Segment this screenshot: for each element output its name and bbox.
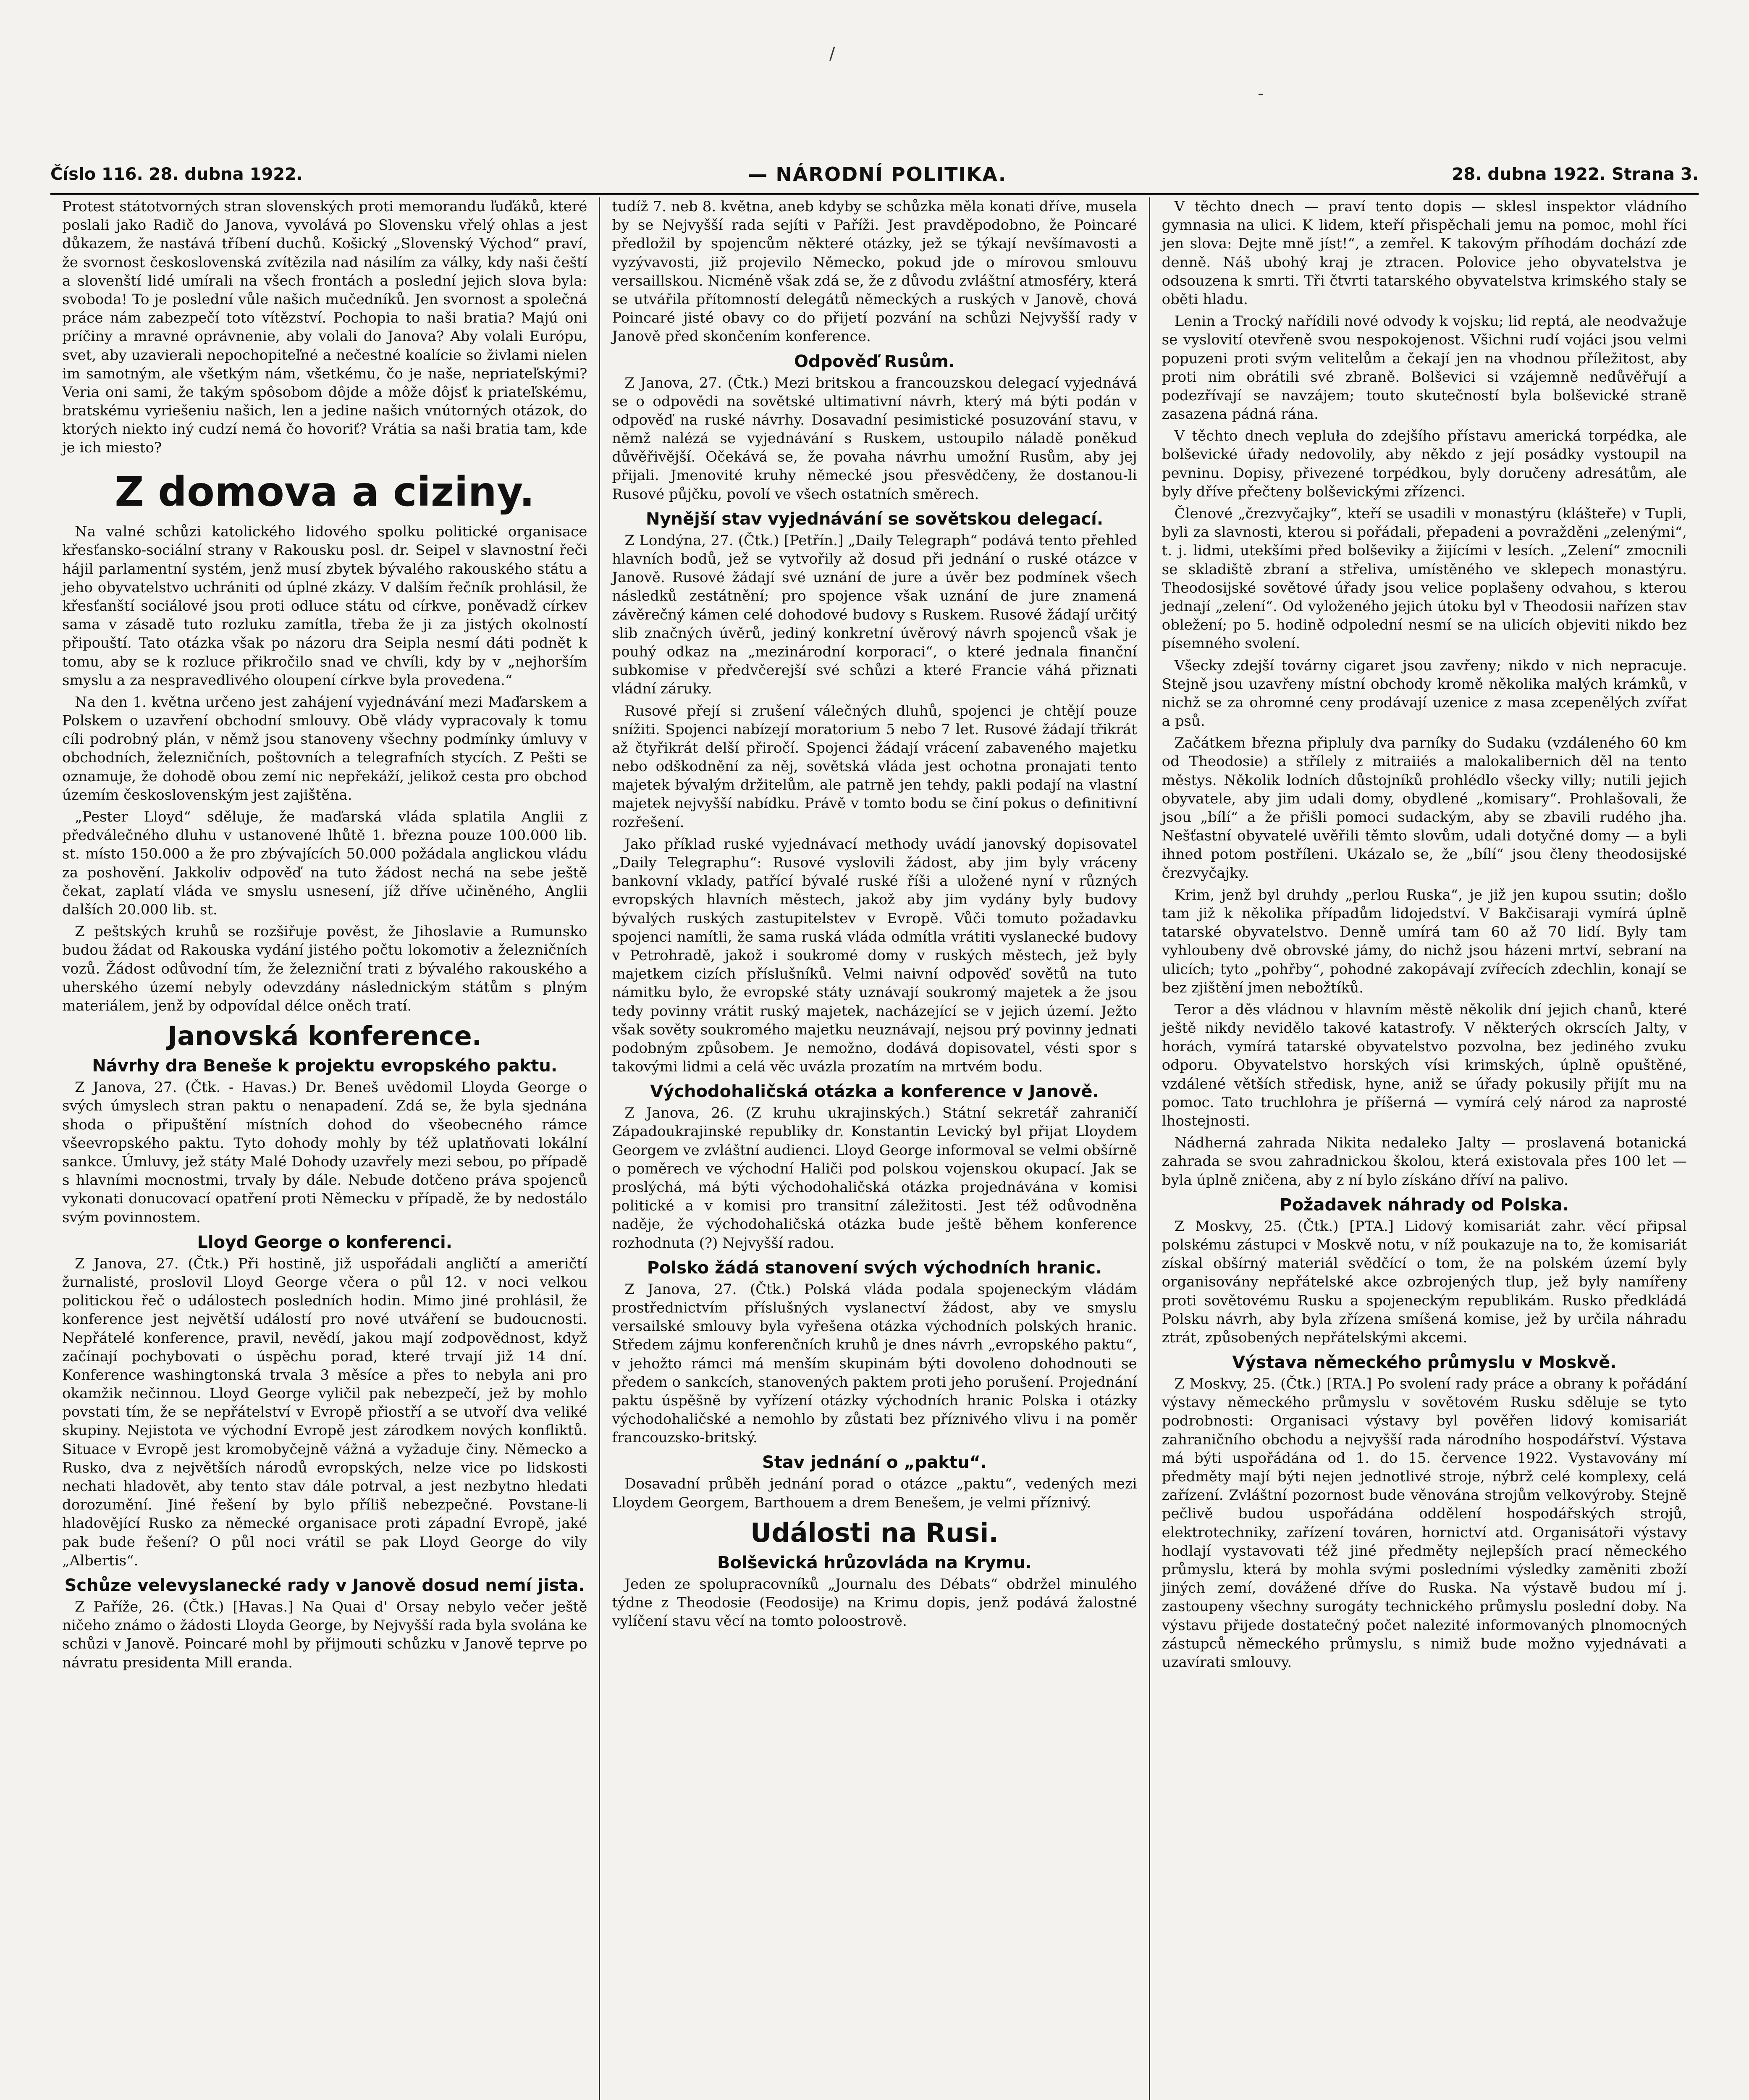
article-nikita: Nádherná zahrada Nikita nedaleko Jalty — proslavená botanická zahrada se svou zahradnickou školou, která existovala přes 100 let — byla úplně zničena, aby z ní bylo získáno dříví na palivo. [1162,1134,1687,1189]
margin-tick-mark: / [829,44,835,63]
article-polsko-hranice: Z Janova, 27. (Čtk.) Polská vláda podala spojeneckým vládám prostřednictvím příslušných vyslanectví žádost, aby ve smyslu versailské smlouvy byla vyřešena otázka východních polských hranic. Středem zájmu konferenčních kruhů je dnes návrh „evropského paktu“, v jehožto rámci má menším skupinám býti dovoleno dohodnouti se předem o sankcích, stanovených paktem proti jeho porušení. Projednání paktu úspěšně by vyřízení otázky východních hranic Polska i otázky východohaličské a nemohlo by zůstati bez příznivého vlivu i na poměr francouzsko-britský. [612,1281,1137,1446]
article-londyn: Z Londýna, 27. (Čtk.) [Petřín.] „Daily Telegraph“ podává tento přehled hlavních bodů, jež se vytvořily až dosud při jednání o ruské otázce v Janově. Rusové žádají své uznání de jure a úvěr bez podmínek všech následků zestátnění; pro spojence však uznání de jure znamená závěrečný kámen celé dohodové budovy s Ruskem. Rusové žádají určitý slib značných úvěrů, jediný konkretní úvěrový návrh spojenců však je pouhý odkaz na „mezinárodní korporaci“, o které jednala finanční subkomise v předvčerejší své schůzi a které Francie váhá přiznati vládní záruky. [612,532,1137,698]
masthead [50,155,1699,195]
article-lloyd-george: Z Janova, 27. (Čtk.) Při hostině, již uspořádali angličtí a američtí žurnalisté, proslovil Lloyd George včera o půl 12. v noci velkou politickou řeč o událostech posledních hodin. Mimo jiné prohlásil, že konference jest největší událostí pro nové utváření se budoucnosti. Nepřátelé konference, pravil, nevědí, jakou mají zodpovědnost, když začínají pochybovati o úspěchu porad, které trvají již 14 dní. Konference washingtonská trvala 3 měsíce a přes to nebyla ani pro okamžik nečinnou. Lloyd George vyličil pak nebezpečí, jež by mohlo povstati tím, že se nepřátelství v Evropě přiostří a se utvoří dva veliké skupiny. Nejistota ve východní Evropě jest zárodkem nových konfliktů. Situace v Evropě jest kromobyčejně vážná a vyžaduje činy. Německo a Rusko, dva z největších národů evropských, nelze vice po lidskosti nechati hladovět, aby tento stav dále potrval, a jest nezbytno hledati dorozumění. Jiné řešení by bylo příliš nebezpečné. Povstane-li hladovějící Rusko za německé organisace proti západní Evropě, jaké pak bude řešení? O půl noci vrátil se pak Lloyd George do vily „Albertis“. [62,1255,587,1569]
article-rusove-dluhy: Rusové přejí si zrušení válečných dluhů, spojenci je chtějí pouze snížiti. Spojenci nabízejí moratorium 5 nebo 7 let. Rusové žádají třikrát až čtyřikrát delší přiročí. Spojenci žádají vrácení zabaveného majetku nebo odškodnění za něj, sovětská vláda jest ochotna pronajati tento majetek bývalým držitelům, ale patrně jen tehdy, pakli podají na vlastní majetek nejvyšší nabídku. Právě v tomto bodu se činí pokus o definitivní rozřešení. [612,702,1137,831]
headline-schuze-rady: Schůze velevyslanecké rady v Janově dosud nemí jista. [64,1575,585,1595]
article-schuze-rady: Z Paříže, 26. (Čtk.) [Havas.] Na Quai d' Orsay nebylo večer ještě ničeho známo o žádosti Lloyda George, by Nejvyšší rada byla svolána ke schůzi v Janově. Poincaré mohl by přijmouti schůzku v Janově teprve po návratu presidenta Mill erandа. [62,1598,587,1671]
article-columns [50,197,1699,2100]
article-vychodohalicska: Z Janova, 26. (Z kruhu ukrajinských.) Státní sekretář zahraničí Západoukrajinské republiky dr. Konstantin Levický byl přijat Lloydem Georgem ve zvláštní audienci. Lloyd George informoval se velmi obšírně o poměrech ve východní Haliči pod polskou vojenskou okupací. Jak se proslýchá, má býti východohaličská otázka projednávána v komisi politické a v komisi pro transitní záležitosti. Jest též odůvodněna naděje, že východohaličská otázka bude ještě během konference rozhodnuta (?) Nejvyšší radou. [612,1105,1137,1252]
date-page: 28. dubna 1922. Strana 3. [1452,165,1699,184]
article-pestskych-kruhu: Z peštských kruhů se rozšiřuje pověst, že Jihoslavie a Rumunsko budou žádat od Rakouska vydání jistého počtu lokomotiv a železničních vozů. Žádost odůvodní tím, že železniční trati z bývalého rakouského a uherského území nebyly odevzdány následnickým státům s plným materiálem, jenž by odpovídal délce oněch tratí. [62,923,587,1014]
headline-stav-paktu: Stav jednání o „paktu“. [762,1453,987,1473]
article-pester-lloyd: „Pester Lloyd“ sděluje, že maďarská vláda splatila Anglii z předválečného dluhu v ustanovené lhůtě 1. března pouze 100.000 lib. st. místo 150.000 a že pro zbývajících 50.000 požádala anglickou vládu za poshovění. Jakkoliv odpověď na tuto žádost nechá na sebe ještě čekat, zaplatí vláda ve smyslu usnesení, jíž dříve učiněného, Anglii dalších 20.000 lib. st. [62,808,587,918]
article-benes: Z Janova, 27. (Čtk. - Havas.) Dr. Beneš uvědomil Lloyda George o svých úmyslech stran paktu o nenapadení. Zdá se, že byla sjednána shoda o připuštění místních dohod do všeobecného rámce všeevropského paktu. Tyto dohody mohly by též uplatňovati lokální sankce. Úmluvy, jež státy Malé Dohody uzavřely mezi sebou, po případě s hlavními mocnostmi, trvaly by dále. Nebude dotčeno práva spojenců vykonati donucovací opatření proti Německu v případě, že by nedostálo svým povinnostem. [62,1079,587,1226]
article-lenin-trocky: Lenin a Trocký nařídili nové odvody k vojsku; lid reptá, ale neodvažuje se vyslovití otevřeně svou nespokojenost. Všichni rudí vojáci jsou velmi popuzeni proti svým velitelům a čekají jen na vhodnou příležitost, aby proti nim obrátili své zbraně. Bolševici si vzájemně nedůvěřují a podezřívají se navzájem; touto skutečností byla bolševické straně zasazena pádná rána. [1162,313,1687,423]
section-heading-udalosti-na-rusi: Události na Rusi. [750,1517,999,1548]
article-inspektor: V těchto dnech — praví tento dopis — sklesl inspektor vládního gymnasia na ulici. K lidem, kteří přispěchali jemu na pomoc, mohl říci jen slova: Dejte mně jíst!“, a zemřel. K takovým příhodám dochází zde denně. Náš ubohý kraj je ztracen. Polovice jeho obyvatelstva je odsouzena k smrti. Tři čtvrti tatarského obyvatelstva krimského staly se oběti hladu. [1162,198,1687,308]
headline-navrhy-benese: Návrhy dra Beneše k projektu evropského paktu. [92,1056,558,1076]
article-odpoved-rusum: Z Janova, 27. (Čtk.) Mezi britskou a francouzskou delegací vyjednává se o odpovědi na sovětské ultimativní návrh, který má býti podán v odpověď na ruské návrhy. Dosavadní pesimistické posuzování stavu, v němž nalézá se vyjednávání s Ruskem, ustoupilo náladě poněkud důvěřivější. Očekává se, že povaha návrhu umožní Rusům, aby jej přijali. Jmenovité kruhy německé jsou přesvědčeny, že dostanou-li Rusové půjčku, povolí ve všech ostatních směrech. [612,374,1137,503]
article-torpedka: V těchto dnech vepluła do zdejšího přístavu americká torpédka, ale bolševické úřady nedovolily, aby někdo z její posádky vystoupil na pevninu. Dopisy, přivezené torpédkou, byly doručeny adresátům, ale byly dříve přečteny bolševickými zřízenci. [1162,428,1687,500]
article-continuation: tudíž 7. neb 8. května, aneb kdyby se schůzka měla konati dříve, musela by se Nejvyšší rada sejíti v Paříži. Jest pravděpodobno, že Poincaré předložil by spojencům některé otázky, jež se týkají nevšímavosti a vyzývavosti, již projevilo Německo, pokud jde o mírovou smlouvu versaillskou. Nicméně však zdá se, že z důvodu zvláštní atmosféry, která se utvářila přítomností delegátů německých a ruských v Janově, chová Poincaré jisté obavy co do přijetí pozvání na schůzi Nejvyšší rady v Janově před skončením konference. [612,198,1137,345]
article-sudak: Začátkem března připluly dva parníky do Sudaku (vzdáleného 60 km od Theodosie) a střílely z mitraiiés a malokalibernich děl na tento městys. Několik lodních důstojníků prohlédlo všecky villy; nutili jejich obyvatele, aby jim udali domy, obydlené „komisary“. Prohlašovali, že jsou „bílí“ a že přišli pomoci sudackým, aby se zbavili rudého jha. Nešťastní obyvatelé uvěřili těmto slovům, udali dotyčné domy — a byli ihned potom postříleni. Ukázalo se, že „bílí“ jsou členy theodosijské črezvyčajky. [1162,735,1687,882]
article-madarsko-polsko: Na den 1. května určeno jest zahájení vyjednávání mezi Maďarskem a Polskem o uzavření obchodní smlouvy. Obě vlády vypracovaly k tomu cíli podrobný plán, v němž jsou stanoveny všechny podmínky úmluvy v obchodních, železničních, poštovních a telegrafních stycích. Z Pešti se oznamuje, že dohodě obou zemí nic nepřekáží, jelikož cesta pro obchod územím československým jest zajištěna. [62,693,587,803]
issue-number: Číslo 116. 28. dubna 1922. [50,165,303,184]
section-heading-janovska: Janovská konference. [168,1021,482,1052]
article-tovarny: Všecky zdejší továrny cigaret jsou zavřeny; nikdo v nich nepracuje. Stejně jsou uzavřeny místní obchody kromě několika malých krámků, v nichž se za ohromné ceny prodávají uzenice z masa zcepenělých zvířat a psů. [1162,657,1687,730]
article-krim: Krim, jenž byl druhdy „perlou Ruska“, je již jen kupou ssutin; došlo tam již k několika případům lidojedství. V Bakčisaraji vymírá úplně tatarské obyvatelstvo. Denně umírá tam 60 až 70 lidí. Byly tam vyhloubeny dvě obrovské jámy, do nichž jsou házeni mrtví, sebraní na ulicích; tyto „pohřby“, pohodné zakopávají zvířecích zdechlin, konají se bez zjištění jmen nebožtíků. [1162,886,1687,996]
headline-odpoved-rusum: Odpověď Rusům. [794,352,955,371]
article-bolsevicka-hruzovlada: Jeden ze spolupracovníků „Journalu des Débats“ obdržel minulého týdne z Theodosie (Feodosije) na Krimu dopis, jenž podává žalostné vylíčení stavu věcí na tomto poloostrově. [612,1576,1137,1630]
margin-dash-mark: - [1258,84,1264,103]
article-stav-paktu: Dosavadní průběh jednání porad o otázce „paktu“, vedených mezi Lloydem Georgem, Barthouem a drem Benešem, je velmi příznivý. [612,1475,1137,1511]
column-3 [1149,197,1699,2100]
article-protest: Protest státotvorných stran slovenských proti memorandu ľuďáků, které poslali jako Radič do Janova, vyvolává po Slovensku vřelý ohlas a jest důkazem, že nastává tříbení duchů. Košický „Slovenský Východ“ praví, že svornost československá zvítězila nad násilím za války, kdy naši čeští a slovenští lidé umírali na všech frontách a poslední jejich slova byla: svoboda! To je poslední vůle našich mučedníků. Jen svornost a společná práce nám zabezpečí toto vítězství. Pochopia to naši bratia? Majú oni príčiny a mravné oprávnenie, aby volali do Janova? Aby volali Európu, svet, aby uzavierali nepochopiteľné a nečestné koalície so živlami nielen im samotným, ale všetkým nám, všetkému, čo je naše, nepriateľskými? Veria oni sami, že takým spôsobom dôjde a môže dôjsť k priateľskému, bratskému vyriešeniu našich, len a jedine našich vnútorných otázok, do ktorých niekto iný cudzí nemá čo hovoriť? Vrátia sa naši bratia tam, kde je ich miesto? [62,198,587,457]
column-1 [50,197,599,2100]
article-teror: Teror a děs vládnou v hlavním městě několik dní jejich chanů, které ještě nikdy nevidělo takové katastrofy. V některých okrscích Jalty, v horách, vymírá tatarské obyvatelstvo pozvolna, bez jediného zvuku odporu. Obyvatelstvo horských vísi krimských, úplně opuštěné, vzdálené větších středisk, hyne, aniž se úřady pokusily přijít mu na pomoc. Tato truchlohra je příšerná — vymírá celý národ za naprosté lhostejnosti. [1162,1001,1687,1129]
article-vystava-prumyslu: Z Moskvy, 25. (Čtk.) [RTA.] Po svolení rady práce a obrany k pořádání výstavy německého průmyslu v sovětovém Rusku sděluje se tyto podrobnosti: Organisaci výstavy byl pověřen lidový komisariát zahraničního obchodu a nejvyšší rada národního hospodářství. Výstava má býti uspořádána od 1. do 15. července 1922. Vystavovány mí předměty mají býti nejen jednotlivé stroje, nýbrž celé komplexy, celá zařízení. Zvláštní pozornost bude věnována strojům velkovýroby. Stejně pečlivě budou uspořádána oddělení hospodářských strojů, elektrotechniky, zařízení továren, hornictví atd. Organisátoři výstavy hodlají vystavovati též jiné předměty nejlepších prací německého průmyslu, která by mohla svými posledními výsledky zaměniti zboží jiných zemí, dovážené dříve do Ruska. Na výstavě budou mí j. zastoupeny všechny surogáty technického průmyslu poslední doby. Na výstavu přijede dostatečný počet nalezité informovaných plnomocných zástupců německého průmyslu, s nimiž bude možno vyjednávati a uzavírati smlouvy. [1162,1376,1687,1671]
headline-vychodohalicska: Východohaličská otázka a konference v Janově. [650,1082,1099,1102]
column-2 [599,197,1149,2100]
headline-pozadavek-nahrady: Požadavek náhrady od Polska. [1280,1195,1569,1215]
newspaper-title: — NÁRODNÍ POLITIKA. [748,163,1007,186]
article-crezvycajka: Členové „črezvyčajky“, kteří se usadili v monastýru (klášteře) v Tupli, byli za slavnosti, kterou si pořádali, přepadeni a povražděni „zelenými“, t. j. lidmi, utekšími před bolševiky a žijícími v lesích. „Zelení“ zmocnili se skladiště zbraní a střeliva, umístěného ve sklepech monastýru. Theodosijské sovětové úřady jsou velice poplašeny odvahou, s kterou jednají „zelení“. Od vyloženého jejich útoku byl v Theodosii nařízen stav obležení; po 5. hodině odpolední nesmí se na ulicích objeviti nikdo bez písemného svolení. [1162,505,1687,652]
headline-vystava-prumyslu: Výstava německého průmyslu v Moskvě. [1232,1353,1617,1373]
headline-polsko-hranice: Polsko žádá stanovení svých východních hranic. [647,1258,1102,1278]
article-jako-priklad: Jako příklad ruské vyjednávací methody uvádí janovský dopisovatel „Daily Telegraphu“: Rusové vyslovili žádost, aby jim byly vráceny bankovní vklady, patřící bývalé ruské říši a uložené nyní v různých evropských hlavních městech, jakož aby jim vydány byly budovy bývalých ruských zastupitelstev v Evropě. Vůči tomuto požadavku spojenci namítli, že sama ruská vláda odmítla vrátiti vyslanecké budovy v Petrohradě, jakož i soukromé domy v ruských městech, jež byly majetkem cizích příslušníků. Velmi naivní odpověď sovětů na tuto námitku bylo, že evropské státy uznávají soukromý majetek a že jsou tedy povinny vrátit ruský majetek, nacházející se v jejich území. Ježto však sověty soukromého majetku neuznávají, nejsou prý povinny jednati podobným způsobem. Je nemožno, dodává dopisovatel, vésti spor s takovými lidmi a celá věc uvázla prozatím na mrtvém bodu. [612,835,1137,1076]
headline-nynejsi-stav: Nynější stav vyjednávání se sovětskou delegací. [645,509,1104,529]
headline-bolsevicka-hruzovlada: Bolševická hrůzovláda na Krymu. [717,1553,1032,1572]
headline-lloyd-george: Lloyd George o konferenci. [197,1232,452,1252]
article-pozadavek-nahrady: Z Moskvy, 25. (Čtk.) [PTA.] Lidový komisariát zahr. věcí připsal polskému zástupci v Moskvě notu, v níž poukazuje na to, že komisariát získal obšírný materiál svědčící o tom, že na polském území byly organisovány nepřátelské akce ozbrojených tlup, jež byly namířeny proti sovětovému Rusku a spojeneckým republikám. Rusko předkládá Polsku návrh, aby byla zřízena smíšená komise, jež by určila náhradu ztrát, způsobených nepřátelskými akcemi. [1162,1218,1687,1346]
article-katolicky-spolek: Na valné schůzi katolického lidového spolku politické organisace křesťansko-sociální strany v Rakousku posl. dr. Seipel v slavnostní řeči hájil parlamentní systém, jenž musí zbytek bývalého rakouského státu a jeho obyvatelstvo uchrániti od úplné zkázy. V dalším řečník prohlásil, že křesťanští sociálové jsou proti odluce státu od církve, poněvadž církev sama v zásadě tuto rozluku zamítla, třeba že ji za jistých okolností připouští. Tato otázka však po názoru dra Seipla nesmí dáti podnět k tomu, aby se k rozluce přikročilo snad ve chvíli, kdy by v „nejhorším smyslu a za nespravedlivého oloupení církve byla provedena.“ [62,523,587,689]
section-heading-zdomova: Z domova a ciziny. [115,468,535,515]
